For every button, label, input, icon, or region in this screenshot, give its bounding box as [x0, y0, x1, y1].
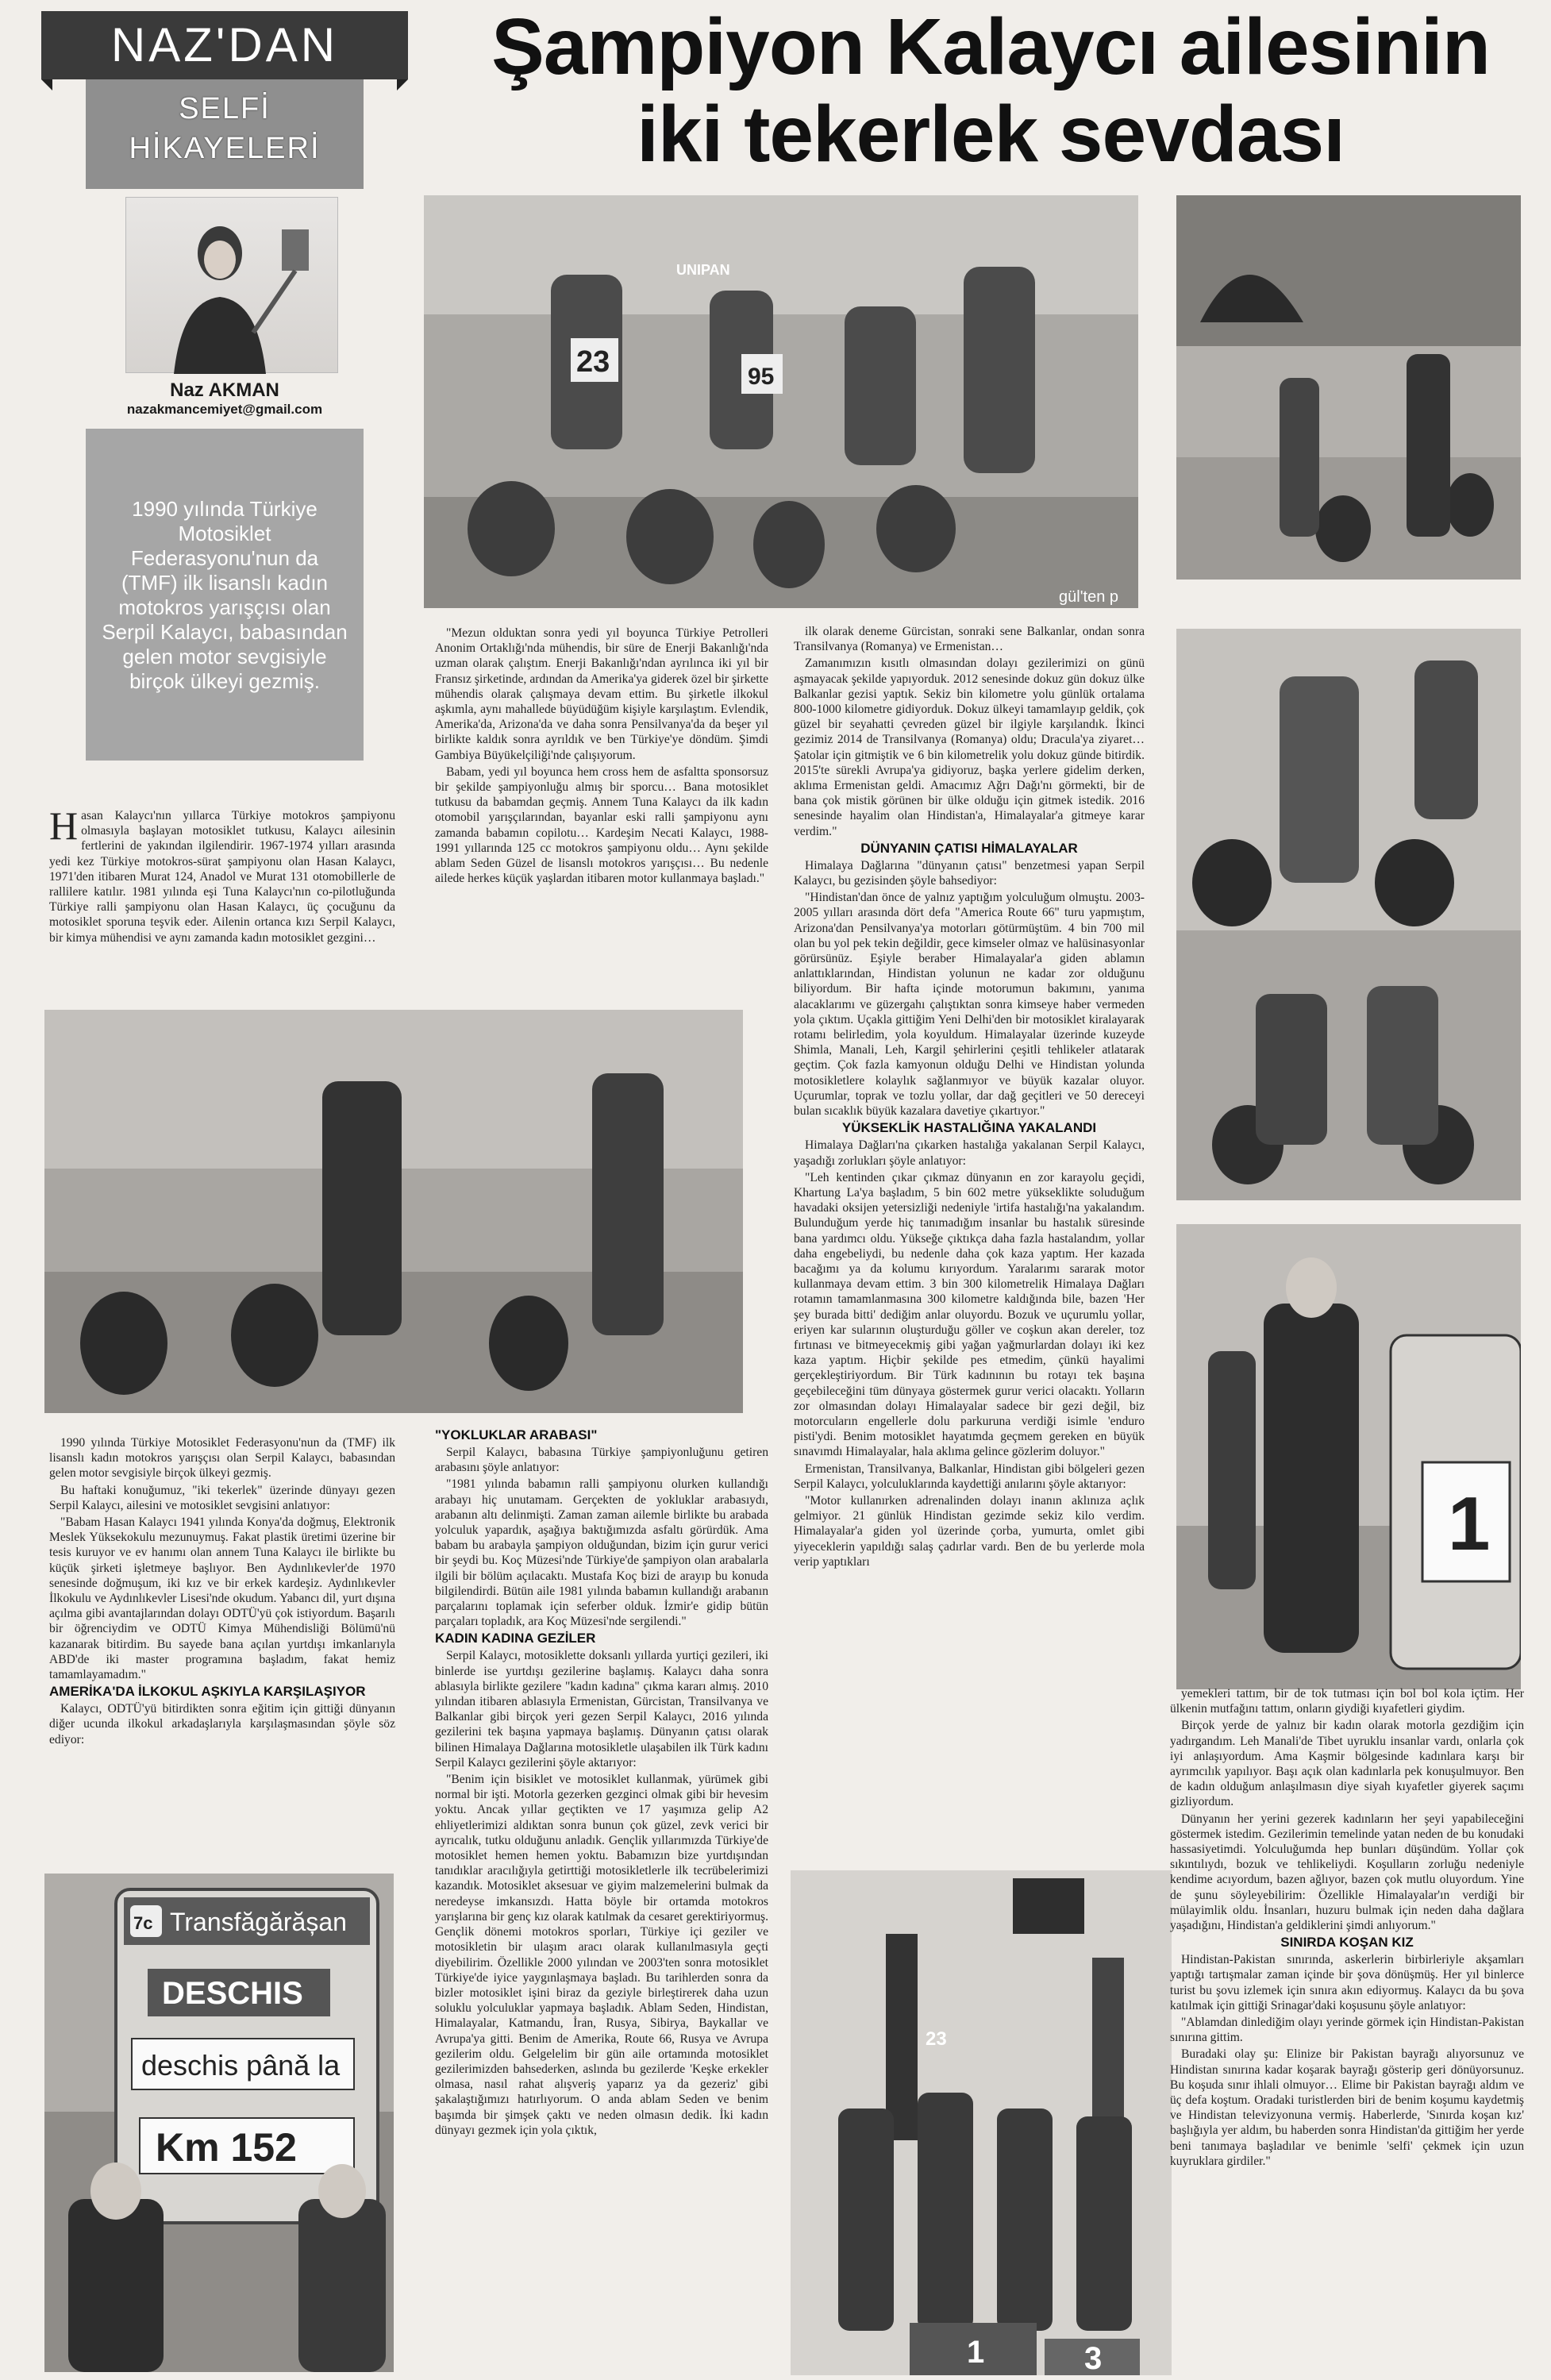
podium-flag-image: [791, 1870, 1172, 2375]
podium-number-23: 23: [926, 2028, 947, 2050]
left-lower-article: [49, 1435, 395, 1749]
headline: [435, 3, 1546, 178]
motorcycle-tunnel-image: [1176, 195, 1521, 580]
right-center-article: [794, 624, 1145, 1571]
yokluklar-subheading: "YOKLUKLAR ARABASI": [435, 1427, 598, 1442]
sign-badge: 7c: [133, 1913, 153, 1933]
author-email: nazakmancemiyet@gmail.com: [126, 402, 323, 417]
sinirda-paragraph-1: Hindistan-Pakistan sınırında, askerlerin birbirleriyle akşamları yaptığı tartışmalar zaman içinde bir şova dönüşmüş. Her yıl binlerce turist bu şovu izlemek için sınıra akın ediyormuş. Kalaycı da bu şova katılmak için gittiği Srinagar'daki koşusunu şöyle anlatıyor:: [1170, 1953, 1524, 2012]
kadin-paragraph-1: Serpil Kalaycı, motosiklette doksanlı yıllarda yurtiçi gezileri, iki binlerde ise yurtdışı gezilerine başlamış. Kalaycı daha sonra ablasıyla birlikte gezilere "kadın kadına" çıkma kararı almış. 2010 yılından itibaren ablasıyla Ermenistan, Gürcistan, Transilvanya ve Balkanlar gibi birçok yeri gezen Serpil Kalaycı, 2016 yılında gezilerini tek başına yapmaya başlamış. Dünyanın çatısı olarak bilinen Himalaya Dağlarına motosikletle ulaşabilen ilk Türk kadını Serpil Kalaycı gezilerini şöyle aktarıyor:: [435, 1649, 768, 1770]
sign-line3: deschis pânǎ la: [141, 2049, 341, 2082]
photo-credit: gül'ten p: [1059, 588, 1118, 606]
race-number-95: 95: [748, 364, 775, 390]
far-right-article: [1170, 1686, 1524, 2170]
rally-car-image: [1176, 1224, 1521, 1689]
race-number-23: 23: [576, 345, 610, 379]
yukseklik-paragraph-4: "Motor kullanırken adrenalinden dolayı inanın aklınıza açlık gelmiyor. 21 günlük Hindistan gezimde sekiz kilo verdim. Himalayalar'a giden yol üzerinde çorba, yumurta, omlet gibi yiyeceklerin yapıldığı salaş çadırlar vardı. Ben de bu yerlerde mola verip yaptıkları: [794, 1493, 1145, 1569]
intro-article: [49, 803, 395, 947]
sign-line2: DESCHIS: [162, 1976, 303, 2011]
dunya-paragraph-2: "Hindistan'dan önce de yalnız yaptığım yolculuğum olmuştu. 2003-2005 yılları arasında dört defa "America Route 66" turu yapmıştım, Arizona'dan Pensilvanya'ya motorları götürmüştüm. 4 bin 700 mil olan bu yol pek tekin değildir, gece kimseler olmaz ve halüsinasyonlar görürsünüz. Eşiyle beraber Himalayalar'a giden ablamın anlattıklarından, Hindistan yolunun ne kadar zor olduğunu biliyordum. Bir hafta içinde motorumun bakımını, yanıma alacaklarımı ve güzergahı çalıştıktan sonra kimseye haber vermeden yola çıktım. Uçakla gittiğim Yeni Delhi'den bir motosiklet kiralayarak rotamı belirledim, yola koyuldum. Himalayalar üzerinde kuzeyde Shimla, Manali, Leh, Kargil şehirlerini çeşitli tehlikeler atlatarak geçtim. Çok fazla kamyonun olduğu Delhi ve Hindistan yolunda motosikletlere kolaylık sağlanmıyor ve büyük kazalar oluyor. Uçurumlar, toprak ve tozlu yollar, dar dağ geçitleri ve 50 dereceyi bulan sıcaklık büyük kazalara davetiye çıkartıyor.": [794, 891, 1145, 1119]
middle-paragraph-1: "Mezun olduktan sonra yedi yıl boyunca Türkiye Petrolleri Anonim Ortaklığı'nda mühendis, bir süre de Enerji Bakanlığı'nda uzman olarak çalıştım. Enerji Bakanlığı'ndan ayrılınca iki yıl bir Fransız şirketinde, ardından da Amerika'ya giderek özel bir şirkette mühendis olarak çalışmaya devam ettim. Bu şirketle ilkokul aşkımla, aynı mahallede büyüdüğüm kişiyle karşılaştım. Evlendik, Amerika'da, Arizona'da ve daha sonra Pensilvanya'da da beşer yıl birlikte kaldık sonra ayrıldık ve ben Türkiye'ye döndüm. Şimdi Gambiya Büyükelçiliği'nde çalışıyorum.: [435, 626, 768, 762]
sinirda-paragraph-3: Buradaki olay şu: Elinize bir Pakistan bayrağı alıyorsunuz ve Hindistan sınırına kadar koşarak bayrağı gösterip geri dönüyorsunuz. Bu koşuda sınır ihlali olmuyor… Elime bir Pakistan bayrağı aldım ve üç defa koştum. Oradaki turistlerden biri de benim koşumu kaydetmiş ve Hindistan televizyonuna vermiş. Haberlerde, 'Sınırda koşan kız' başlığıyla yer aldım, bu haberden sonra Hindistan'da gittiğim her yerde beni tanımaya başladılar ve benimle 'selfi' çekmek için uzun kuyruklara girdiler.": [1170, 2047, 1524, 2168]
yukseklik-paragraph-3: Ermenistan, Transilvanya, Balkanlar, Hindistan gibi bölgeleri gezen Serpil Kalaycı, yolculuklarında kaydettiği anılarını şöyle aktarıyor:: [794, 1462, 1145, 1491]
dunya-paragraph-1: Himalaya Dağlarına "dünyanın çatısı" benzetmesi yapan Serpil Kalaycı, bu gezisinden şöyle bahsediyor:: [794, 858, 1145, 888]
amerika-paragraph: Kalaycı, ODTÜ'yü bitirdikten sonra eğitim için gittiği dünyanın diğer ucunda ilkokul arkadaşlarıyla karşılaşmasından şöyle söz ediyor:: [49, 1702, 395, 1746]
headline-line2: iki tekerlek sevdası: [637, 90, 1345, 179]
yokluklar-paragraph-2: "1981 yılında babamın ralli şampiyonu olurken kullandığı arabayı hiç unutamam. Gerçekten de yokluklar arabasıydı, arabanın altı delinmişti. Zaman zaman ailemle birlikte bu arabada yolculuk yapardık, aşağıya baktığımızda asfaltı görürdük. Ama babam bu arabayla şampiyon olduğundan, bizim için gurur verici bir şeydi bu. Koç Müzesi'nde Türkiye'de şampiyon olan arabalarla ilgili bir bölüm açılacaktı. Mustafa Koç bizi de arayıp bu konuda bilgilendirdi. Bütün aile 1981 yılında babamın kullandığı arabanın parçalarını toplamak için seferber olduk. İzmir'e gidip bütün parçaları topladık, ara Koç Müzesi'nde sergilendi.": [435, 1477, 768, 1629]
middle-top-article: [435, 626, 768, 888]
farright-paragraph-1: yemekleri tattım, bir de tok tutması için bol bol kola içtim. Her ülkenin mutfağını tattım, onların giydiği kıyafetleri giydim.: [1170, 1687, 1524, 1716]
sinirda-subheading: SINIRDA KOŞAN KIZ: [1280, 1935, 1414, 1951]
middle-lower-article: [435, 1426, 768, 2139]
left-paragraph-1: 1990 yılında Türkiye Motosiklet Federasyonu'nun da (TMF) ilk lisanslı kadın motokros yarışçısı olan Serpil Kalaycı, babasından gelen motor sevgisiyle birçok ülkeyi gezmiş.: [49, 1436, 395, 1481]
race-sponsor-unipan: UNIPAN: [676, 262, 730, 278]
podium-number-1: 1: [967, 2335, 985, 2370]
intro-dropcap: H: [49, 803, 79, 848]
column-banner: NAZ'DAN: [41, 11, 408, 79]
farright-paragraph-2: Birçok yerde de yalnız bir kadın olarak motorla gezdiğim için yadırgandım. Leh Manali'de Tibet uyruklu insanlar vardı, onlarla çok iyi anlaşıyordum. Ama Kaşmir bölgesinde kadınlara karşı bir ayrımcılık yapılıyor. Başı açık olan kadınlarla pek konuşulmuyor. Ben de kadın olduğum anlaşılmasın diye siyah kıyafetler giyerek saçımı gizliyordum.: [1170, 1719, 1524, 1809]
motorcycle-couple-image: [44, 1010, 743, 1413]
yukseklik-paragraph-1: Himalaya Dağları'na çıkarken hastalığa yakalanan Serpil Kalaycı, yaşadığı zorlukları şöyle anlatıyor:: [794, 1138, 1145, 1168]
intro-paragraph: asan Kalaycı'nın yıllarca Türkiye motokros şampiyonu olmasıyla başlayan motosiklet tutkusu, Kalaycı ailesinin fertlerini de yakından ilgilendirir. 1967-1974 yılları arasında yedi kez Türkiye motokros-sürat şampiyonu olan Hasan Kalaycı, 1971'den itibaren Murat 124, Anadol ve Murat 131 otomobillerle de rallilere katılır. 1981 yılında eşi Tuna Kalaycı'nın co-pilotluğunda Türkiye ralli şampiyonu olan Hasan Kalaycı, üç çocuğunu da motosiklet sporuna teşvik eder. Ailenin ortanca kızı Serpil Kalaycı, bir kimya mühendisi ve aynı zamanda kadın motosiklet gezgini…: [49, 809, 395, 945]
amerika-subheading: AMERİKA'DA İLKOKUL AŞKIYLA KARŞILAŞIYOR: [49, 1684, 366, 1700]
podium-number-3: 3: [1084, 2341, 1103, 2375]
author-name: Naz AKMAN: [170, 379, 279, 401]
dunya-subheading: DÜNYANIN ÇATISI HİMALAYALAR: [860, 840, 1078, 856]
vintage-motorcycle-image: [1176, 629, 1521, 1200]
left-paragraph-2: Bu haftaki konuğumuz, "iki tekerlek" üzerinde dünyayı gezen Serpil Kalaycı, ailesini ve motosiklet sevgisini anlatıyor:: [49, 1483, 395, 1512]
kadin-paragraph-2: "Benim için bisiklet ve motosiklet kullanmak, yürümek gibi normal bir işti. Motorla gezerken gezginci olmak gibi bir hevesim yoktu. Ancak yıllar geçtikten ve 17 yaşımıza gelip A2 ehliyetlerimizi aldıktan sonra bunun çok güzel, zevk verici bir ayrıcalık, tutku olduğunu anladık. Gençlik yıllarımızda Türkiye'de motosiklet hemen hemen yoktu. Babamızın bize yurtdışından tanıdıklar aracılığıyla getirttiği motosikletlerle ilk tecrübelerimizi kazandık. Motosiklet aksesuar ve giyim malzemelerini bulmak da neredeyse imkansızdı. Hatta böyle bir ortamda motokros yarışlarına bir genç kız olarak katılmak da cesaret gerektiriyormuş. Gençlik dönemi motokros sporları, Türkiye içi geziler ve motosikletin bir ulaşım aracı olarak kullanılmasıyla geçti diyebilirim. Özellikle 2000 yılından ve 2003'ten sonra motosiklet Türkiye'de iyice yaygınlaşmaya başladı. Bu tarihlerden sonra da bizler motosiklet işini biraz da geziyle birleştirerek daha uzun soluklu yolculuklar yapmaya başladık. Ablam Seden, Hindistan, Himalayalar, Katmandu, İran, Rusya, Sibirya, Baykallar ve Avrupa'ya gitti. Benim de Amerika, Route 66, Rusya ve Avrupa gezilerim oldu. Gelgelelim bir gün aile ortamında motosiklet gezilerimizden bahsederken, aslında bu gezilerde 'Keşke erkekler olmasa, nasıl rahat alışveriş yaparız ya da gezeriz' gibi şakalaştığımızı hatırlıyorum. O anda ablam Seden ve benim başımda bir şimşek çaktı ve neden olmasın dedik. İki kadın dünyayı gezmek için yola çıktık,: [435, 1773, 768, 2137]
middle-paragraph-2: Babam, yedi yıl boyunca hem cross hem de asfaltta sponsorsuz bir şekilde şampiyonluğu almış bir sporcu… Bana motosiklet tutkusu da babamdan geçmiş. Annem Tuna Kalaycı da ilk kadın otomobil yarışçılarından, bayanlar eski ralli şampiyonu aynı zamanda babamın copilotu… Kardeşim Necati Kalaycı, 1988-1991 yıllarında 125 cc motokros şampiyonu oldu… Aynı şekilde ablam Seden Güzel de lisanslı motokros yarışçısı… Bu nedenle ailede herkes küçük yaşlardan itibaren motor kullanmaya başladı.": [435, 764, 768, 886]
yokluklar-paragraph-1: Serpil Kalaycı, babasına Türkiye şampiyonluğunu getiren arabasını şöyle anlatıyor:: [435, 1446, 768, 1475]
section-title-line1: SELFİ: [179, 92, 271, 125]
transfagarasan-sign-image: [44, 1874, 394, 2372]
kadin-subheading: KADIN KADINA GEZİLER: [435, 1631, 596, 1646]
pull-quote: 1990 yılında Türkiye Motosiklet Federasyonu'nun da (TMF) ilk lisanslı kadın motokros yarışçısı olan Serpil Kalaycı, babasından gelen motor sevgisiyle birçok ülkeyi gezmiş.: [102, 497, 348, 693]
headline-line1: Şampiyon Kalaycı ailesinin: [491, 2, 1490, 91]
farright-paragraph-3: Dünyanın her yerini gezerek kadınların her şeyi yapabileceğini göstermek istedim. Gezilerimin temelinde yatan neden de bu konudaki hassasiyetimdi. Yolculuğumda hep bunları düşündüm. Yollar çok sıkıntılıydı, bozuk ve tehlikeliydi. Koşulların zorluğu nedeniyle kendime acıyordum, bazen ağlıyor, bazen çok mutlu oluyordum. Yine de şunu söyleyebilirim: Özellikle Himalayalar'ın verdiği bir mülayimlik oldu. İnsanları, huzuru bulmak için neden daha dağlara yaşadığını, Hindistan'a geldiklerini şimdi anlıyorum.": [1170, 1812, 1524, 1933]
yukseklik-subheading: YÜKSEKLİK HASTALIĞINA YAKALANDI: [841, 1120, 1097, 1136]
motocross-race-image: [424, 195, 1138, 608]
sinirda-paragraph-2: "Ablamdan dinlediğim olayı yerinde görmek için Hindistan-Pakistan sınırına gittim.: [1170, 2016, 1524, 2045]
right-paragraph-2: Zamanımızın kısıtlı olmasından dolayı gezilerimizi on günü aşmayacak şekilde yapıyorduk. 2012 senesinde dokuz gün dokuz ülke Balkanlar gezisi yaptık. Sekiz bin kilometre yolu günlük ortalama 800-1000 kilometre gidiyorduk. Dokuz ülkeyi tamamlayıp geldik, çok güzel bir seyahatti çevreden güzel bir ilgiyle karşılandık. İkinci gezimiz 2014 de Transilvanya (Romanya) oldu; Dracula'ya ziyaret… Şatolar için gitmiştik ve 6 bin kilometrelik yolu dokuz günde bitirdik. 2015'te sürekli Avrupa'ya gidiyoruz, başka yerlere gidelim derken, aklıma Ermenistan geldi. Amacımız Ağrı Dağı'nı görmekti, bir de bana çok mistik görünen bir ülke olduğu için gitmek istedik. 2016 senesinde hayalim olan Hindistan'a, Himalayalar'a gitmeye karar verdim.": [794, 657, 1145, 838]
selfie-portrait-image: [125, 197, 338, 373]
yukseklik-paragraph-2: "Leh kentinden çıkar çıkmaz dünyanın en zor karayolu geçidi, Khartung La'ya başladım, 5 bin 602 metre yükseklikte soluduğum havadaki oksijen yetersizliği nedeniyle 'irtifa hastalığı'na yakalandım. Bulunduğum yerde hiç tanımadığım insanlar bu hastalık süresinde bana yardımcı oldu. Yükseğe çıktıkça daha fazla hastalandım, yollar daha engebeliydi, bu nedenle daha çok kaza yaptım. Her kazada bacağımı ya da kolumu kırıyordum. Yaralarımı sararak motor kullanmaya devam ettim. 3 bin 300 kilometrelik Himalaya Dağları rotamın tamamlanmasına 300 kilometre kaldığında bile, bazen 'Her şey burada bitti' dediğim anlar oluyordu. Bozuk ve uçurumlu yollar, eriyen kar sularının oluşturduğu göller ve coşkun akan dereler, toz fırtınası ve bitmeyecekmiş gibi yağan yağmurlardan dolayı iki kez kaza yaptım. Hiçbir şekilde pes etmedim, çünkü hayalimi gerçekleştiriyordum. Bir Türk kadınının bu rotayı tek başına geçebileceğini tüm dünyaya göstermek gurur verici olacaktı. Yolların zor olmasından dolayı Himalayalar sadece bir gezi değil, biz motorcuların engellerle dolu parkuruna verdiği isimle 'enduro pisti'ydi. Benim motosiklet hayatımda geçmem gereken en büyük sınavımdı Himalayalar, hala aklıma gelince gözlerim doluyor.": [794, 1170, 1145, 1459]
left-paragraph-3: "Babam Hasan Kalaycı 1941 yılında Konya'da doğmuş, Elektronik Meslek Yüksekokulu mezunuymuş. Fakat plastik üretimi üzerine bir tesis kuruyor ve ev hanımı olan annem Tuna Kalaycı ile birlikte bu küçük şirketi işletmeye başlıyor. Ben Aydınlıkevler'de 1970 senesinde doğmuşum, iki kız ve bir erkek kardeşiz. Aydınlıkevler İlkokulu ve Aydınlıkevler Lisesi'nde okudum. Yabancı dil, yurt dışına açılma gibi avantajlarından dolayı ODTÜ'yü çok istiyordum. Başarılı bir öğrenciydim ve ODTÜ Kimya Mühendisliği Bölümü'nü kazanarak bitirdim. Bu sayede bana açılan yurtdışı imkanlarıyla ABD'de iki master programına başladım, fakat hemiz tamamlayamadım.": [49, 1515, 395, 1682]
sign-line4: Km 152: [156, 2125, 297, 2170]
section-title-line2: HİKAYELERİ: [129, 132, 321, 165]
section-title: [86, 89, 364, 168]
rally-number: 1: [1448, 1481, 1491, 1566]
right-paragraph-1: ilk olarak deneme Gürcistan, sonraki sene Balkanlar, ondan sonra Transilvanya (Romanya) ve Ermenistan…: [794, 625, 1145, 654]
sign-line1: Transfăgărășan: [170, 1908, 347, 1936]
